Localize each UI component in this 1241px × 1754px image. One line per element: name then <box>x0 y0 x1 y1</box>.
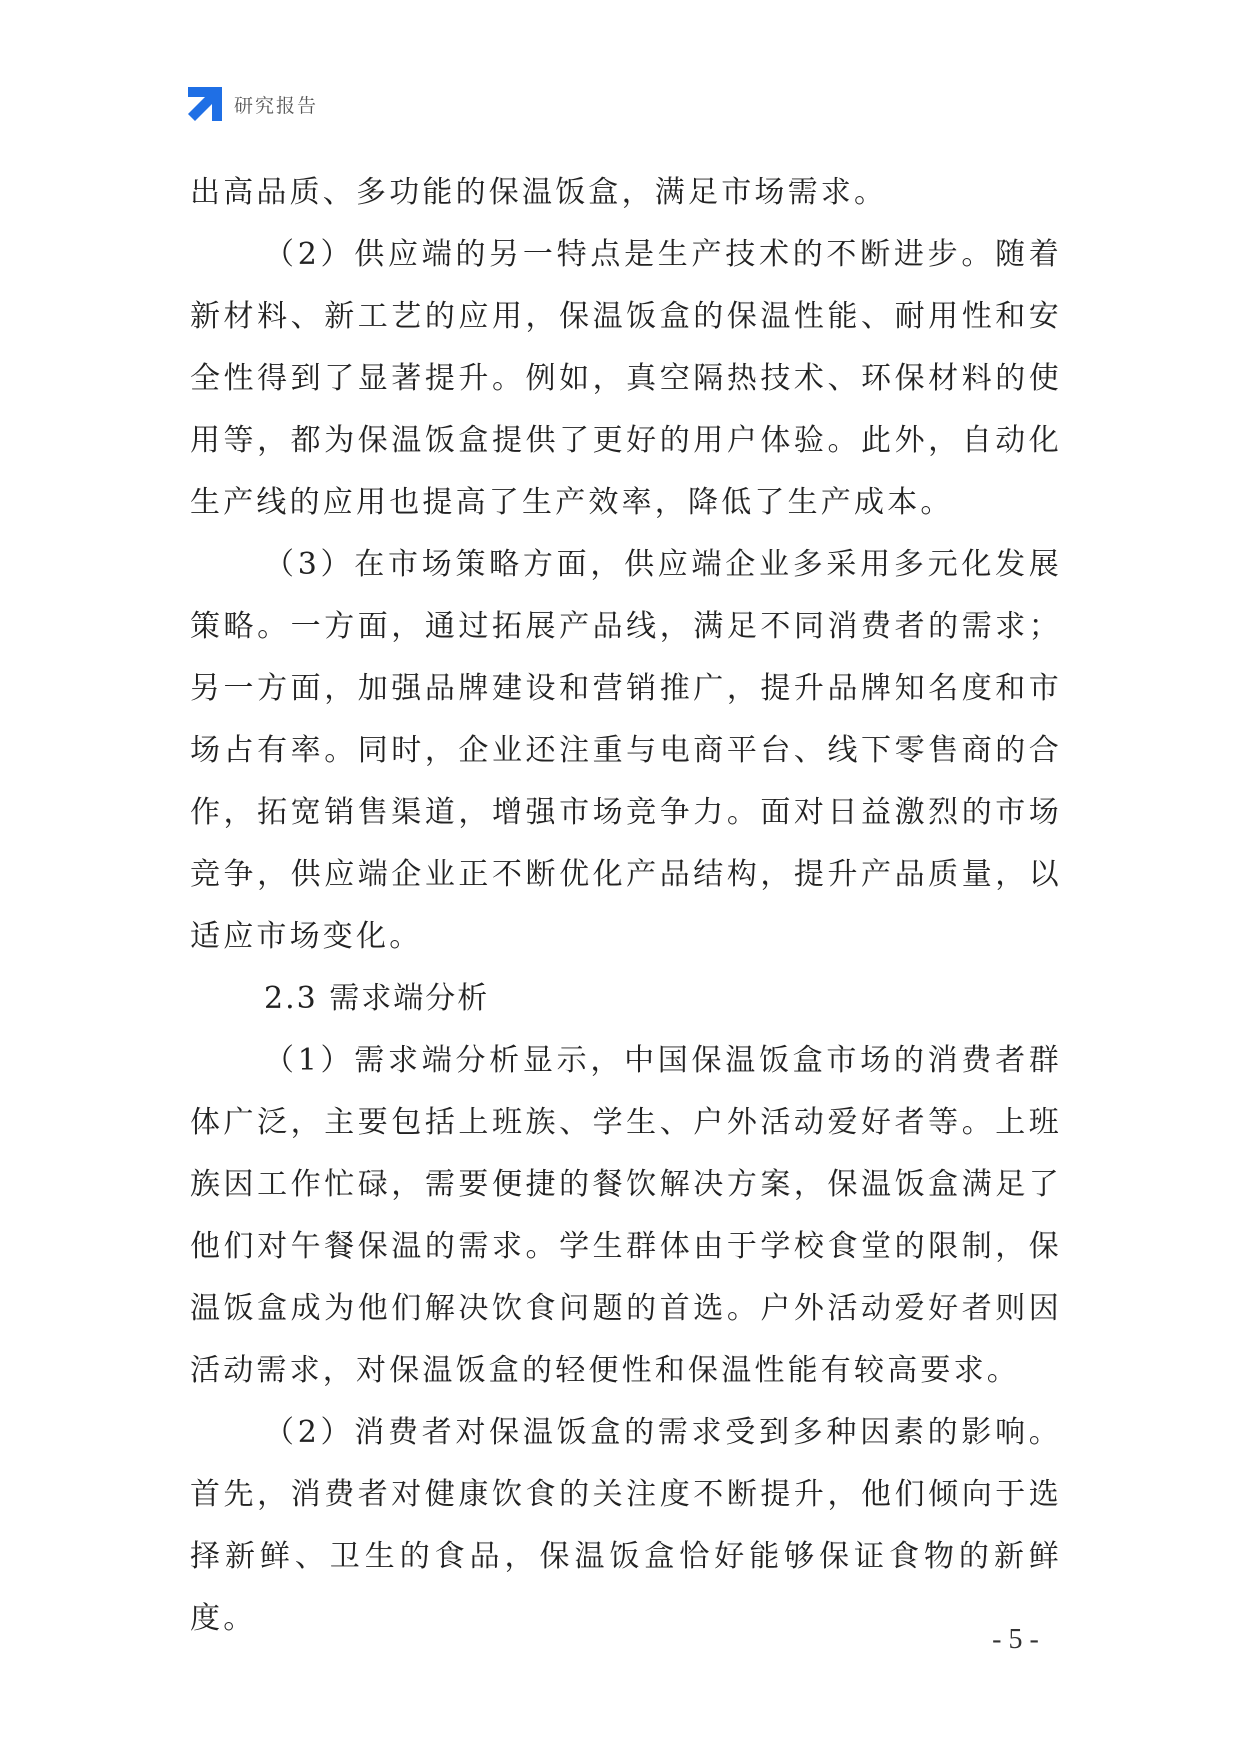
paragraph-supply-2: （2）供应端的另一特点是生产技术的不断进步。随着新材料、新工艺的应用，保温饭盒的保温性能、耐用性和安全性得到了显著提升。例如，真空隔热技术、环保材料的使用等，都为保温饭盒提供了更好的用户体验。此外，自动化生产线的应用也提高了生产效率，降低了生产成本。 <box>190 237 1062 520</box>
page-number: - 5 - <box>992 1624 1039 1655</box>
document-body <box>190 162 1062 1650</box>
page-header <box>188 86 318 122</box>
section-heading: 2.3 需求端分析 <box>264 981 490 1016</box>
paragraph-demand-1: （1）需求端分析显示，中国保温饭盒市场的消费者群体广泛，主要包括上班族、学生、户外活动爱好者等。上班族因工作忙碌，需要便捷的餐饮解决方案，保温饭盒满足了他们对午餐保温的需求。学生群体由于学校食堂的限制，保温饭盒成为他们解决饮食问题的首选。户外活动爱好者则因活动需求，对保温饭盒的轻便性和保温性能有较高要求。 <box>190 1043 1062 1388</box>
report-logo-icon <box>188 87 222 121</box>
header-title: 研究报告 <box>234 94 319 117</box>
paragraph-continuation: 出高品质、多功能的保温饭盒，满足市场需求。 <box>190 175 888 210</box>
paragraph-demand-2: （2）消费者对保温饭盒的需求受到多种因素的影响。首先，消费者对健康饮食的关注度不断提升，他们倾向于选择新鲜、卫生的食品，保温饭盒恰好能够保证食物的新鲜度。 <box>190 1415 1062 1636</box>
paragraph-supply-3: （3）在市场策略方面，供应端企业多采用多元化发展策略。一方面，通过拓展产品线，满足不同消费者的需求；另一方面，加强品牌建设和营销推广，提升品牌知名度和市场占有率。同时，企业还注重与电商平台、线下零售商的合作，拓宽销售渠道，增强市场竞争力。面对日益激烈的市场竞争，供应端企业正不断优化产品结构，提升产品质量，以适应市场变化。 <box>190 547 1062 954</box>
